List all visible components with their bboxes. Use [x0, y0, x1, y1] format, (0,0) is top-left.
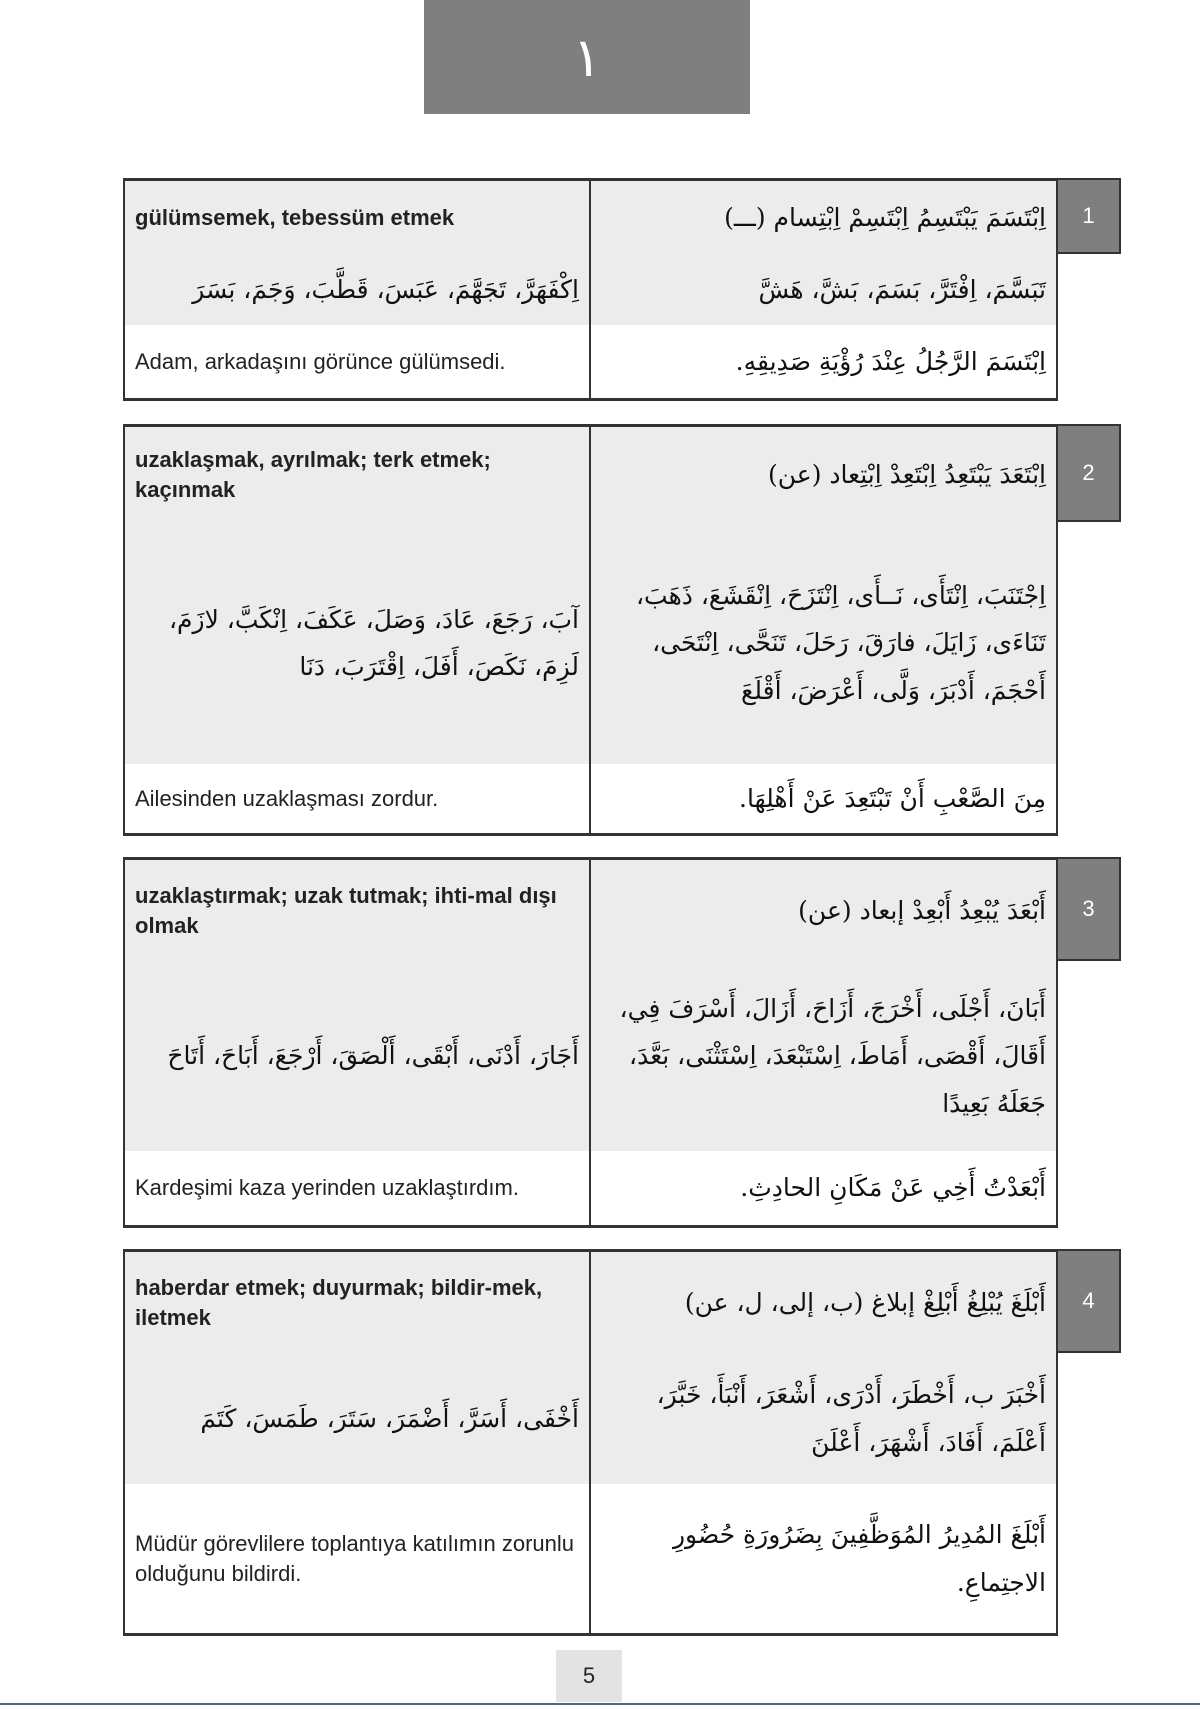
synonyms [591, 522, 1056, 764]
example-turkish-text: Müdür görevlilere toplantıya katılımın zorunlu olduğunu bildirdi. [135, 1530, 574, 1586]
entry-table [123, 1249, 1058, 1636]
antonyms [125, 522, 591, 764]
turkish-meaning [125, 860, 591, 961]
synonyms [591, 254, 1056, 325]
antonyms [125, 1353, 591, 1484]
turkish-meaning-text: gülümsemek, tebessüm etmek [135, 204, 455, 230]
example-arabic-text: أَبْلَغَ المُدِيرُ المُوَظَّفِينَ بِضَرُورَةِ حُضُورِ الاجتِماعِ. [672, 1520, 1046, 1597]
antonyms-text: اِكْفَهَرَّ، تَجَهَّمَ، عَبَسَ، قَطَّبَ، وَجَمَ، بَسَرَ [192, 274, 579, 304]
synonyms-text: أَبَانَ، أَجْلَى، أَخْرَجَ، أَزَاحَ، أَزَالَ، أَسْرَفَ فِي، أَقَالَ، أَقْصَى، أَمَاطَ، اِسْتَبْعَدَ، اِسْتَثْنَى، بَعَّدَ، جَعَلَهُ بَعِيدًا [619, 993, 1046, 1118]
example-turkish-text: Kardeşimi kaza yerinden uzaklaştırdım. [135, 1175, 519, 1201]
chapter-header: ١ [424, 0, 750, 114]
arabic-verb-forms-text: أَبْلَغَ يُبْلِغُ أَبْلِغْ إبلاغ (ب، إلى، ل، عن) [684, 1287, 1046, 1317]
example-arabic [591, 1484, 1056, 1633]
example-turkish-text: Ailesinden uzaklaşması zordur. [135, 785, 439, 811]
synonyms-text: أَخْبَرَ ب، أَخْطَرَ، أَدْرَى، أَشْعَرَ، أَنْبَأَ، خَبَّرَ، أَعْلَمَ، أَفَادَ، أَشْهَرَ، أَعْلَنَ [656, 1380, 1046, 1457]
entry-number-badge: 2 [1058, 424, 1121, 522]
antonyms [125, 961, 591, 1151]
antonyms-text: أَجَارَ، أَدْنَى، أَبْقَى، أَلْصَقَ، أَرْجَعَ، أَبَاحَ، أَتَاحَ [167, 1041, 579, 1071]
turkish-meaning [125, 181, 591, 254]
arabic-verb-forms-text: أَبْعَدَ يُبْعِدُ أَبْعِدْ إبعاد (عن) [798, 895, 1046, 925]
antonyms-text: أَخْفَى، أَسَرَّ، أَضْمَرَ، سَتَرَ، طَمَسَ، كَتَمَ [200, 1403, 579, 1433]
arabic-verb-forms [591, 860, 1056, 961]
example-arabic [591, 325, 1056, 398]
example-arabic-text: مِنَ الصَّعْبِ أَنْ تَبْتَعِدَ عَنْ أَهْلِهَا. [739, 783, 1046, 813]
antonyms-text: آبَ، رَجَعَ، عَادَ، وَصَلَ، عَكَفَ، اِنْكَبَّ، لازَمَ، لَزِمَ، نَكَصَ، أَفَلَ، اِقْتَرَبَ، دَنَا [168, 604, 579, 681]
entry-table [123, 178, 1058, 401]
example-arabic [591, 1151, 1056, 1225]
footer-divider [0, 1703, 1200, 1705]
example-turkish [125, 325, 591, 398]
example-turkish-text: Adam, arkadaşını görünce gülümsedi. [135, 348, 506, 374]
entry-table [123, 424, 1058, 836]
example-turkish [125, 764, 591, 833]
example-turkish [125, 1484, 591, 1633]
example-arabic-text: أَبْعَدْتُ أَخِي عَنْ مَكَانِ الحادِثِ. [740, 1173, 1046, 1203]
turkish-meaning-text: uzaklaşmak, ayrılmak; terk etmek; kaçınmak [135, 446, 491, 502]
antonyms [125, 254, 591, 325]
arabic-verb-forms [591, 1252, 1056, 1353]
arabic-verb-forms-text: اِبْتَعَدَ يَبْتَعِدُ اِبْتَعِدْ اِبْتِعاد (عن) [768, 459, 1046, 489]
arabic-verb-forms-text: اِبْتَسَمَ يَبْتَسِمُ اِبْتَسِمْ اِبْتِسام (ـــ) [724, 202, 1046, 232]
page-number: 5 [556, 1650, 622, 1702]
example-arabic [591, 764, 1056, 833]
synonyms [591, 961, 1056, 1151]
example-arabic-text: اِبْتَسَمَ الرَّجُلُ عِنْدَ رُؤْيَةِ صَدِيقِهِ. [735, 346, 1046, 376]
synonyms-text: تَبَسَّمَ، اِفْتَرَّ، بَسَمَ، بَشَّ، هَشَّ [758, 274, 1046, 304]
entry-number-badge: 3 [1058, 857, 1121, 961]
entry-number-badge: 4 [1058, 1249, 1121, 1353]
turkish-meaning-text: uzaklaştırmak; uzak tutmak; ihti-mal dışı olmak [135, 882, 557, 938]
synonyms-text: اِجْتَنَبَ، اِنْتَأَى، نَــأَى، اِنْتَزَحَ، اِنْقَشَعَ، ذَهَبَ، تَنَاءَى، زَايَلَ، فارَقَ، رَحَلَ، تَنَحَّى، اِنْتَحَى، أَحْجَمَ، أَدْبَرَ، وَلَّى، أَعْرَضَ، أَقْلَعَ [635, 580, 1046, 705]
entry-table [123, 857, 1058, 1228]
arabic-verb-forms [591, 427, 1056, 522]
turkish-meaning-text: haberdar etmek; duyurmak; bildir-mek, iletmek [135, 1274, 543, 1330]
example-turkish [125, 1151, 591, 1225]
turkish-meaning [125, 1252, 591, 1353]
turkish-meaning [125, 427, 591, 522]
entry-number-badge: 1 [1058, 178, 1121, 254]
arabic-verb-forms [591, 181, 1056, 254]
synonyms [591, 1353, 1056, 1484]
